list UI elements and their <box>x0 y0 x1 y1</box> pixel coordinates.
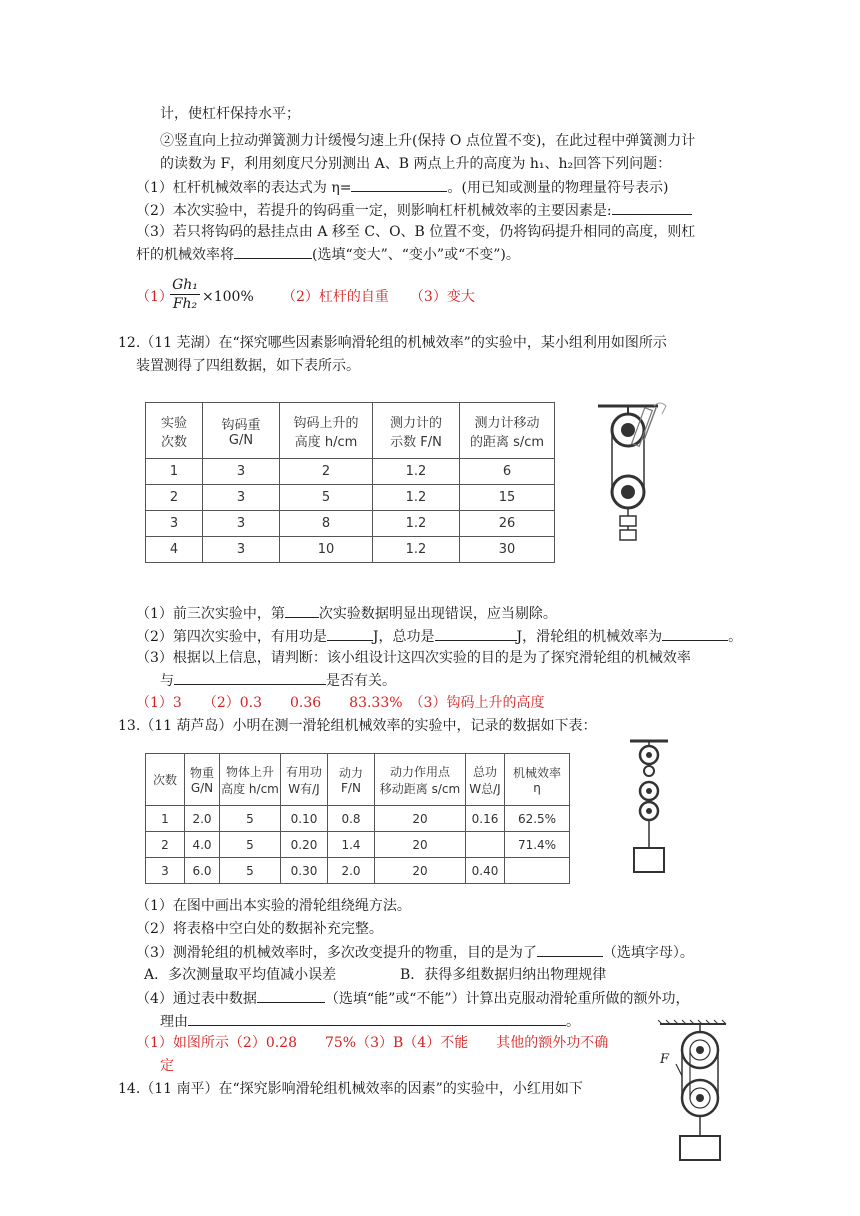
table-cell: 2.0 <box>328 858 375 884</box>
fraction-numerator: Gh₁ <box>172 277 198 293</box>
table-cell: 15 <box>460 485 555 511</box>
table-cell: 1.2 <box>373 485 460 511</box>
table-cell: 0.30 <box>281 858 328 884</box>
table-header-cell: 钩码上升的 高度 h/cm <box>280 403 373 459</box>
answer-blank <box>285 603 319 618</box>
intro-answer-times: ×100% <box>202 289 254 305</box>
q12-subquestion-2: （2）第四次实验中，有用功是 J，总功是 J，滑轮组的机械效率为 。 <box>136 626 742 647</box>
table-header-cell: 动力作用点 移动距离 s/cm <box>375 754 466 806</box>
table-cell: 0.16 <box>466 806 505 832</box>
table-cell: 1.4 <box>328 832 375 858</box>
table-cell: 26 <box>460 511 555 537</box>
table-row <box>146 459 555 485</box>
table-cell: 0.40 <box>466 858 505 884</box>
fraction-denominator: Fh₂ <box>170 294 200 313</box>
answer-blank <box>662 626 728 641</box>
q13-data-table <box>145 753 570 884</box>
table-cell: 5 <box>220 832 281 858</box>
table-cell: 71.4% <box>505 832 570 858</box>
intro-answer-prefix: （1） <box>136 289 173 305</box>
q13-subquestion-2: （2）将表格中空白处的数据补充完整。 <box>136 921 383 937</box>
answer-blank <box>174 670 326 685</box>
q13-subquestion-1: （1）在图中画出本实验的滑轮组绕绳方法。 <box>136 898 411 914</box>
table-cell: 3 <box>146 858 185 884</box>
table-cell: 10 <box>280 537 373 563</box>
table-cell: 1.2 <box>373 537 460 563</box>
q12-answer: （1）3 （2）0.3 0.36 83.33% （3）钩码上升的高度 <box>136 695 545 711</box>
answer-blank <box>257 988 325 1003</box>
answer-blank <box>537 942 603 957</box>
table-header-cell: 动力 F/N <box>328 754 375 806</box>
q12-data-table <box>145 402 555 563</box>
table-cell: 2 <box>146 485 203 511</box>
q13-pulley-figure <box>626 738 676 874</box>
table-cell <box>505 858 570 884</box>
q13-subquestion-3: （3）测滑轮组的机械效率时，多次改变提升的物重，目的是为了 （选填字母）。 <box>136 942 694 963</box>
table-cell: 62.5% <box>505 806 570 832</box>
table-row <box>146 511 555 537</box>
q12-line-2: 装置测得了四组数据，如下表所示。 <box>136 358 360 374</box>
force-label: F <box>660 1052 670 1067</box>
intro-line-1: 计，使杠杆保持水平； <box>160 106 300 122</box>
answer-blank <box>612 200 692 215</box>
table-cell: 6 <box>460 459 555 485</box>
table-cell: 1.2 <box>373 511 460 537</box>
table-cell: 3 <box>203 537 280 563</box>
table-cell: 5 <box>220 806 281 832</box>
answer-blank <box>188 1011 566 1026</box>
table-cell: 2.0 <box>185 806 220 832</box>
table-header-row <box>146 754 570 806</box>
table-row <box>146 832 570 858</box>
q12-subquestion-3b: 与 是否有关。 <box>160 670 396 691</box>
q14-line-1: 14.（11 南平）在“探究影响滑轮组机械效率的因素”的实验中，小红用如下 <box>118 1081 583 1097</box>
table-header-cell: 次数 <box>146 754 185 806</box>
table-row <box>146 537 555 563</box>
table-header-cell: 测力计的 示数 F/N <box>373 403 460 459</box>
q13-option-b: B．获得多组数据归纳出物理规律 <box>400 967 607 983</box>
q13-answer-line-2: 定 <box>160 1058 174 1074</box>
q13-line-1: 13.（11 葫芦岛）小明在测一滑轮组机械效率的实验中，记录的数据如下表： <box>118 718 597 734</box>
intro-line-2: ②竖直向上拉动弹簧测力计缓慢匀速上升(保持 O 点位置不变)，在此过程中弹簧测力计 <box>160 133 696 149</box>
q13-subquestion-4b: 理由 。 <box>160 1011 580 1032</box>
q13-subquestion-4: （4）通过表中数据 （选填“能”或“不能”）计算出克服动滑轮重所做的额外功， <box>136 988 690 1009</box>
intro-line-3: 的读数为 F，利用刻度尺分别测出 A、B 两点上升的高度为 h₁、h₂回答下列问题： <box>160 156 672 172</box>
table-row <box>146 858 570 884</box>
table-header-cell: 总功 W总/J <box>466 754 505 806</box>
table-header-cell: 实验 次数 <box>146 403 203 459</box>
table-cell: 0.8 <box>328 806 375 832</box>
table-cell: 3 <box>203 511 280 537</box>
table-cell: 5 <box>220 858 281 884</box>
table-header-cell: 测力计移动 的距离 s/cm <box>460 403 555 459</box>
table-header-row <box>146 403 555 459</box>
table-header-cell: 机械效率 η <box>505 754 570 806</box>
table-cell: 4 <box>146 537 203 563</box>
table-cell: 0.20 <box>281 832 328 858</box>
table-cell: 3 <box>146 511 203 537</box>
answer-blank <box>435 626 517 641</box>
table-cell: 30 <box>460 537 555 563</box>
table-cell: 3 <box>203 459 280 485</box>
table-row <box>146 806 570 832</box>
q12-pulley-figure <box>596 400 676 550</box>
table-cell: 20 <box>375 858 466 884</box>
table-header-cell: 物重 G/N <box>185 754 220 806</box>
table-cell: 5 <box>280 485 373 511</box>
q13-option-a: A．多次测量取平均值减小误差 <box>144 967 337 983</box>
q12-subquestion-3a: （3）根据以上信息，请判断：该小组设计这四次实验的目的是为了探究滑轮组的机械效率 <box>136 650 691 666</box>
table-cell: 1 <box>146 459 203 485</box>
table-header-cell: 钩码重 G/N <box>203 403 280 459</box>
answer-blank <box>351 177 447 192</box>
table-cell: 2 <box>280 459 373 485</box>
table-cell <box>466 832 505 858</box>
intro-question-3b: 杆的机械效率将 (选填“变大”、“变小”或“不变”)。 <box>136 244 520 265</box>
answer-blank <box>234 244 312 259</box>
table-row <box>146 485 555 511</box>
table-header-cell: 物体上升 高度 h/cm <box>220 754 281 806</box>
table-cell: 1.2 <box>373 459 460 485</box>
table-cell: 1 <box>146 806 185 832</box>
q13-answer-line-1: （1）如图所示（2）0.28 75%（3）B（4）不能 其他的额外功不确 <box>136 1035 609 1051</box>
table-cell: 20 <box>375 832 466 858</box>
table-cell: 8 <box>280 511 373 537</box>
table-cell: 6.0 <box>185 858 220 884</box>
answer-blank <box>327 626 373 641</box>
table-cell: 0.10 <box>281 806 328 832</box>
intro-answer-rest: （2）杠杆的自重 （3）变大 <box>282 289 475 305</box>
intro-question-3a: （3）若只将钩码的悬挂点由 A 移至 C、O、B 位置不变，仍将钩码提升相同的高度，则杠 <box>136 224 696 240</box>
q12-subquestion-1: （1）前三次实验中，第 次实验数据明显出现错误，应当剔除。 <box>136 603 557 624</box>
table-cell: 2 <box>146 832 185 858</box>
intro-question-2: （2）本次实验中，若提升的钩码重一定，则影响杠杆机械效率的主要因素是: <box>136 200 692 221</box>
q12-line-1: 12.（11 芜湖）在“探究哪些因素影响滑轮组的机械效率”的实验中，某小组利用如图所示 <box>118 335 667 351</box>
table-cell: 3 <box>203 485 280 511</box>
table-header-cell: 有用功 W有/J <box>281 754 328 806</box>
intro-question-1: （1）杠杆机械效率的表达式为 η= 。(用已知或测量的物理量符号表示) <box>136 177 668 198</box>
table-cell: 20 <box>375 806 466 832</box>
q14-pulley-figure <box>656 1020 732 1162</box>
answer-fraction <box>170 276 200 313</box>
table-cell: 4.0 <box>185 832 220 858</box>
